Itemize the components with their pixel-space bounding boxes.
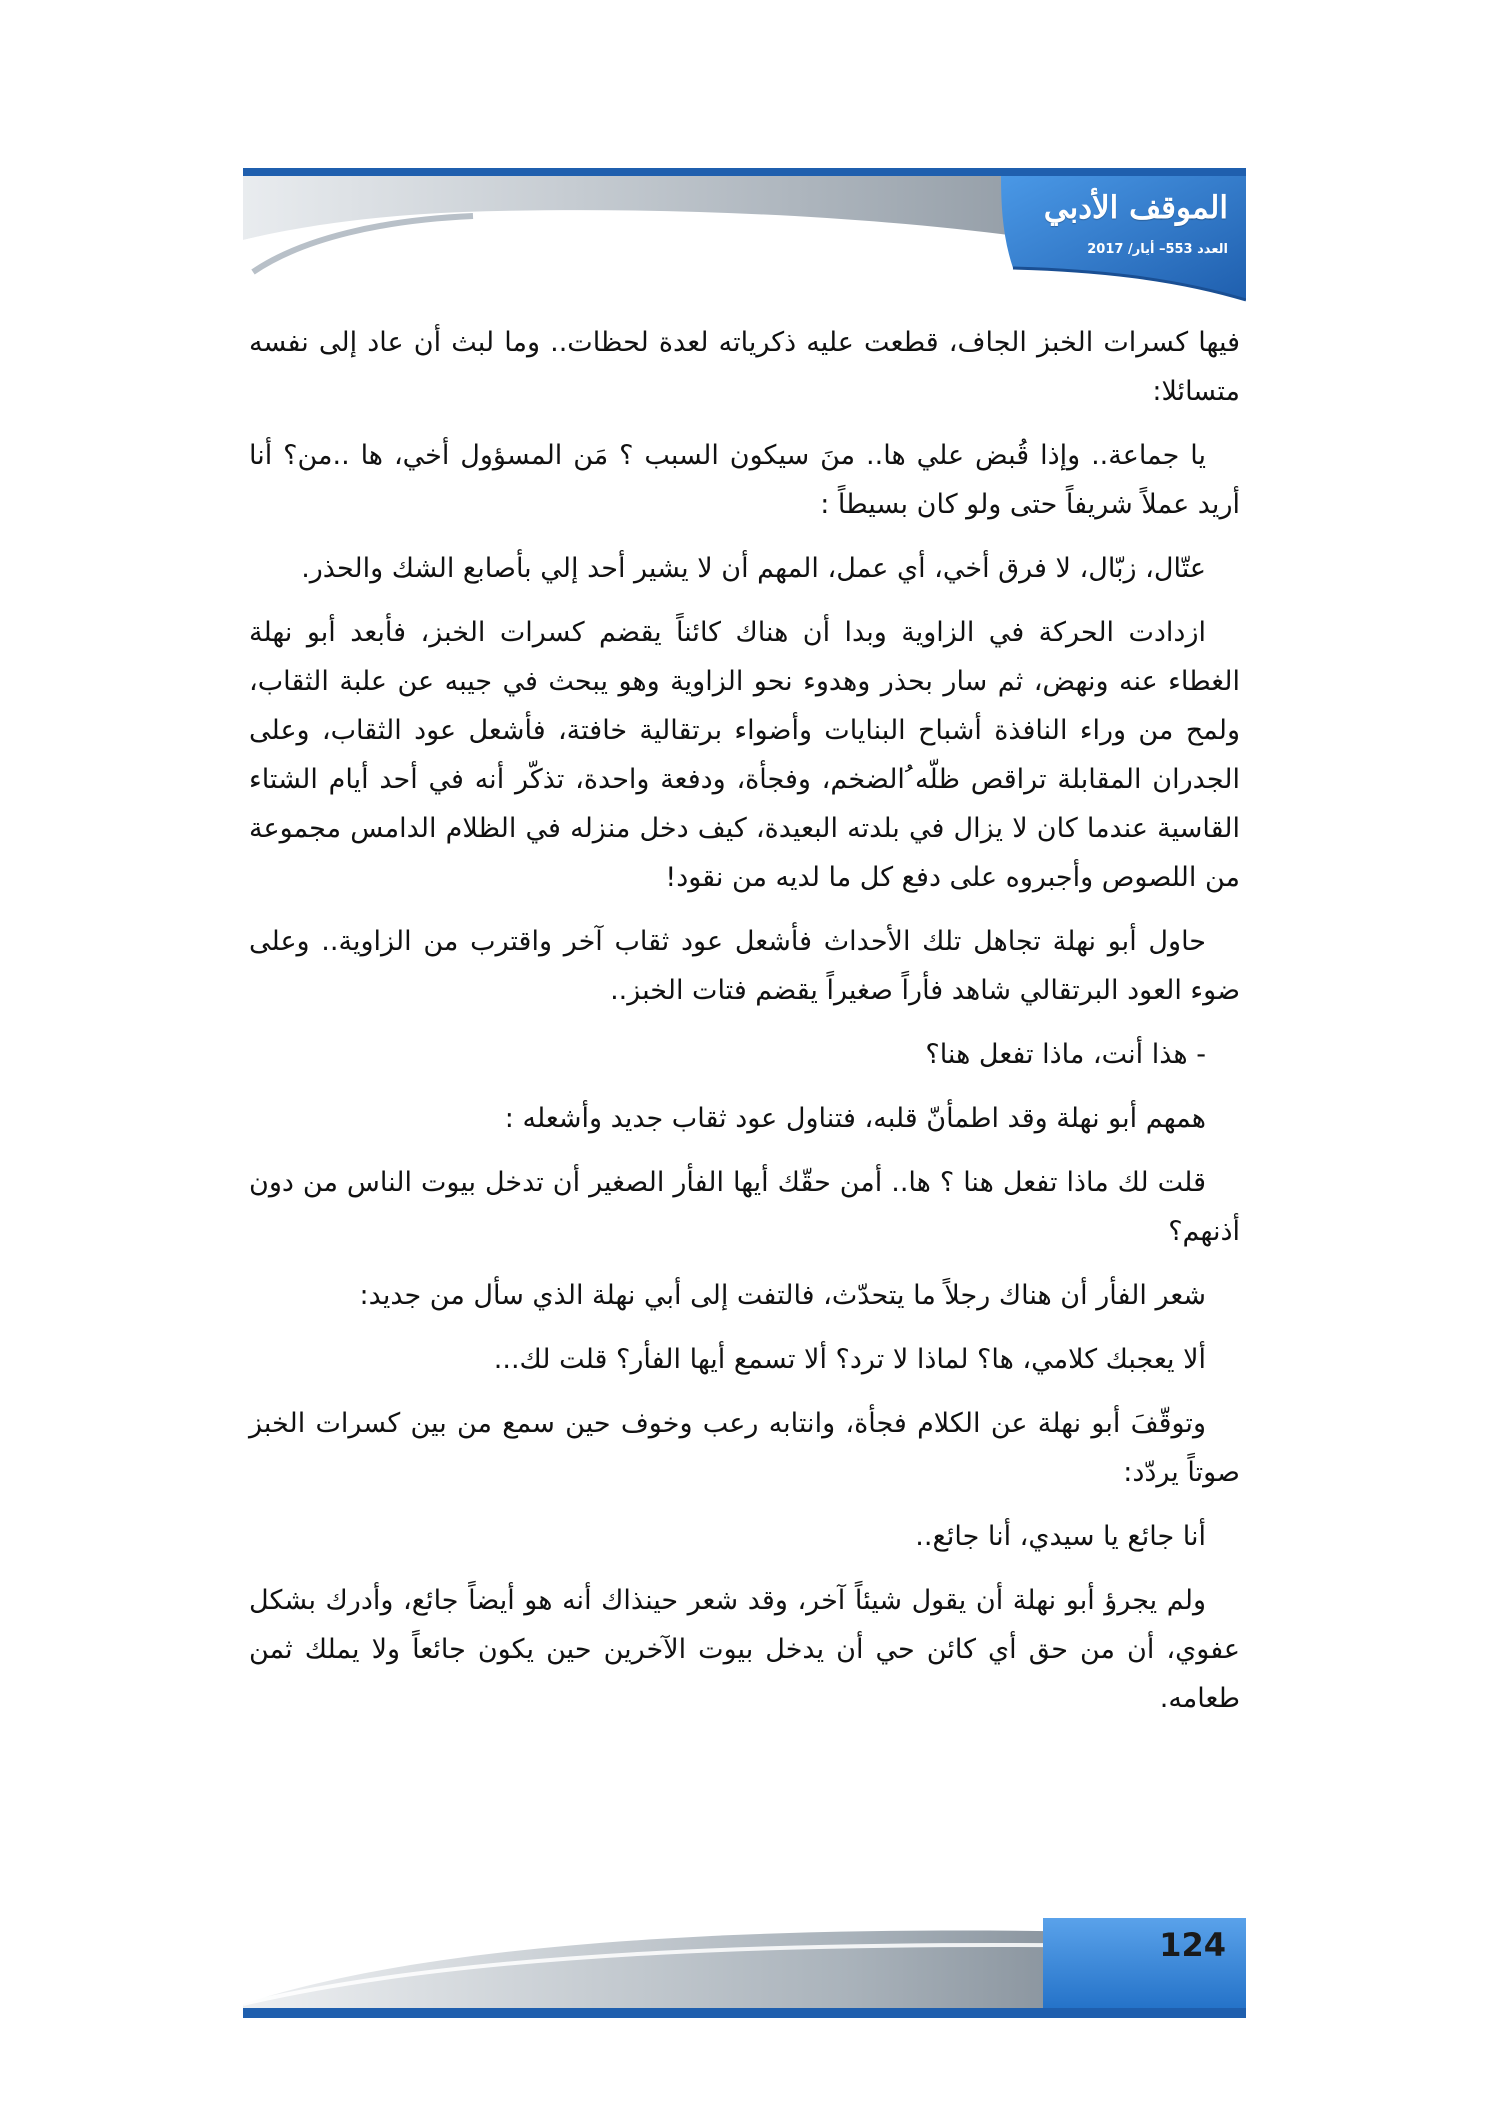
issue-info: العدد 553– أيار/ 2017: [1087, 242, 1228, 257]
paragraph: - هذا أنت، ماذا تفعل هنا؟: [925, 1039, 1206, 1070]
header-swoosh-graphic: [243, 168, 1246, 308]
paragraph: فيها كسرات الخبز الجاف، قطعت عليه ذكرياته لعدة لحظات.. وما لبث أن عاد إلى نفسه متسائلا:: [249, 327, 1240, 407]
paragraph: أنا جائع يا سيدي، أنا جائع..: [915, 1521, 1206, 1552]
paragraph: قلت لك ماذا تفعل هنا ؟ ها.. أمن حقّك أيها الفأر الصغير أن تدخل بيوت الناس من دون أذنهم؟: [249, 1167, 1240, 1247]
paragraph: ازدادت الحركة في الزاوية وبدا أن هناك كائناً يقضم كسرات الخبز، فأبعد أبو نهلة الغطاء عنه ونهض، ثم سار بحذر وهدوء نحو الزاوية وهو يبحث في جيبه عن علبة الثقاب، ولمح من وراء النافذة أشباح البنايات وأضواء برتقالية خافتة، فأشعل عود الثقاب، وعلى الجدران المقابلة تراقص ظلّه ُالضخم، وفجأة، ودفعة واحدة، تذكّر أنه في أحد أيام الشتاء القاسية عندما كان لا يزال في بلدته البعيدة، كيف دخل منزله في الظلام الدامس مجموعة من اللصوص وأجبروه على دفع كل ما لديه من نقود!: [249, 617, 1240, 893]
paragraph: وتوقّفَ أبو نهلة عن الكلام فجأة، وانتابه رعب وخوف حين سمع من بين كسرات الخبز صوتاً يردّد:: [249, 1408, 1240, 1488]
footer-swoosh-graphic: [243, 1918, 1246, 2018]
article-body: [249, 318, 1240, 1738]
paragraph: حاول أبو نهلة تجاهل تلك الأحداث فأشعل عود ثقاب آخر واقترب من الزاوية.. وعلى ضوء العود البرتقالي شاهد فأراً صغيراً يقضم فتات الخبز..: [249, 926, 1240, 1006]
paragraph: ألا يعجبك كلامي، ها؟ لماذا لا ترد؟ ألا تسمع أيها الفأر؟ قلت لك...: [493, 1344, 1206, 1375]
paragraph: يا جماعة.. وإذا قُبض علي ها.. منَ سيكون السبب ؟ مَن المسؤول أخي، ها ..من؟ أنا أريد عملاً شريفاً حتى ولو كان بسيطاً :: [249, 440, 1240, 520]
page-footer: [243, 1918, 1246, 2018]
paragraph: عتّال، زبّال، لا فرق أخي، أي عمل، المهم أن لا يشير أحد إلي بأصابع الشك والحذر.: [301, 553, 1206, 584]
magazine-logo: الموقف الأدبي: [1043, 190, 1228, 226]
paragraph: همهم أبو نهلة وقد اطمأنّ قلبه، فتناول عود ثقاب جديد وأشعله :: [504, 1103, 1206, 1134]
page-header: [243, 168, 1246, 308]
paragraph: ولم يجرؤ أبو نهلة أن يقول شيئاً آخر، وقد شعر حينذاك أنه هو أيضاً جائع، وأدرك بشكل عفوي، أن من حق أي كائن حي أن يدخل بيوت الآخرين حين يكون جائعاً ولا يملك ثمن طعامه.: [249, 1585, 1240, 1714]
page-number: 124: [1159, 1926, 1226, 1964]
paragraph: شعر الفأر أن هناك رجلاً ما يتحدّث، فالتفت إلى أبي نهلة الذي سأل من جديد:: [359, 1280, 1206, 1311]
